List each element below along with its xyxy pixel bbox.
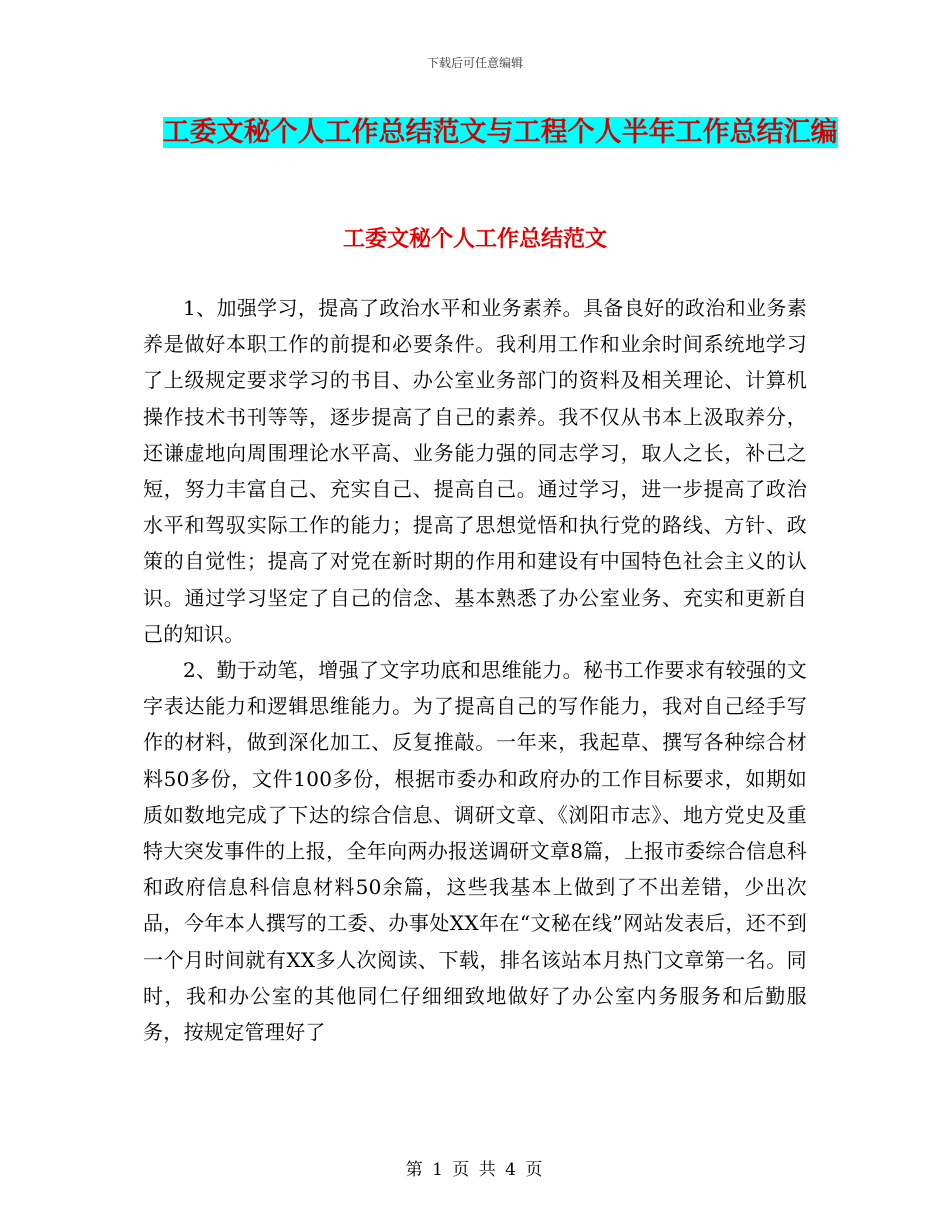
document-title-text: 工委文秘个人工作总结范文与工程个人半年工作总结汇编 <box>162 117 838 148</box>
paragraph-1: 1、加强学习，提高了政治水平和业务素养。具备良好的政治和业务素养是做好本职工作的前提和必要条件。我利用工作和业余时间系统地学习了上级规定要求学习的书目、办公室业务部门的资料及相关理论、计算机操作技术书刊等等，逐步提高了自己的素养。我不仅从书本上汲取养分，还谦虚地向周围理论水平高、业务能力强的同志学习，取人之长，补己之短，努力丰富自己、充实自己、提高自己。通过学习，进一步提高了政治水平和驾驭实际工作的能力；提高了思想觉悟和执行党的路线、方针、政策的自觉性；提高了对党在新时期的作用和建设有中国特色社会主义的认识。通过学习坚定了自己的信念、基本熟悉了办公室业务、充实和更新自己的知识。 <box>143 296 807 646</box>
download-note: 下载后可任意编辑 <box>426 56 523 70</box>
document-title <box>140 112 860 153</box>
paragraph-2: 2、勤于动笔，增强了文字功底和思维能力。秘书工作要求有较强的文字表达能力和逻辑思维能力。为了提高自己的写作能力，我对自己经手写作的材料，做到深化加工、反复推敲。一年来，我起草、撰写各种综合材料50多份，文件100多份，根据市委办和政府办的工作目标要求，如期如质如数地完成了下达的综合信息、调研文章、《浏阳市志》、地方党史及重特大突发事件的上报，全年向两办报送调研文章8篇，上报市委综合信息科和政府信息科信息材料50余篇，这些我基本上做到了不出差错，少出次品，今年本人撰写的工委、办事处XX年在“文秘在线”网站发表后，还不到一个月时间就有XX多人次阅读、下载，排名该站本月热门文章第一名。同时，我和办公室的其他同仁仔细细致地做好了办公室内务服务和后勤服务，按规定管理好了 <box>143 658 807 1045</box>
body-text <box>143 290 807 1050</box>
section-title: 工委文秘个人工作总结范文 <box>342 227 607 252</box>
page-footer: 第 1 页 共 4 页 <box>405 1160 545 1180</box>
